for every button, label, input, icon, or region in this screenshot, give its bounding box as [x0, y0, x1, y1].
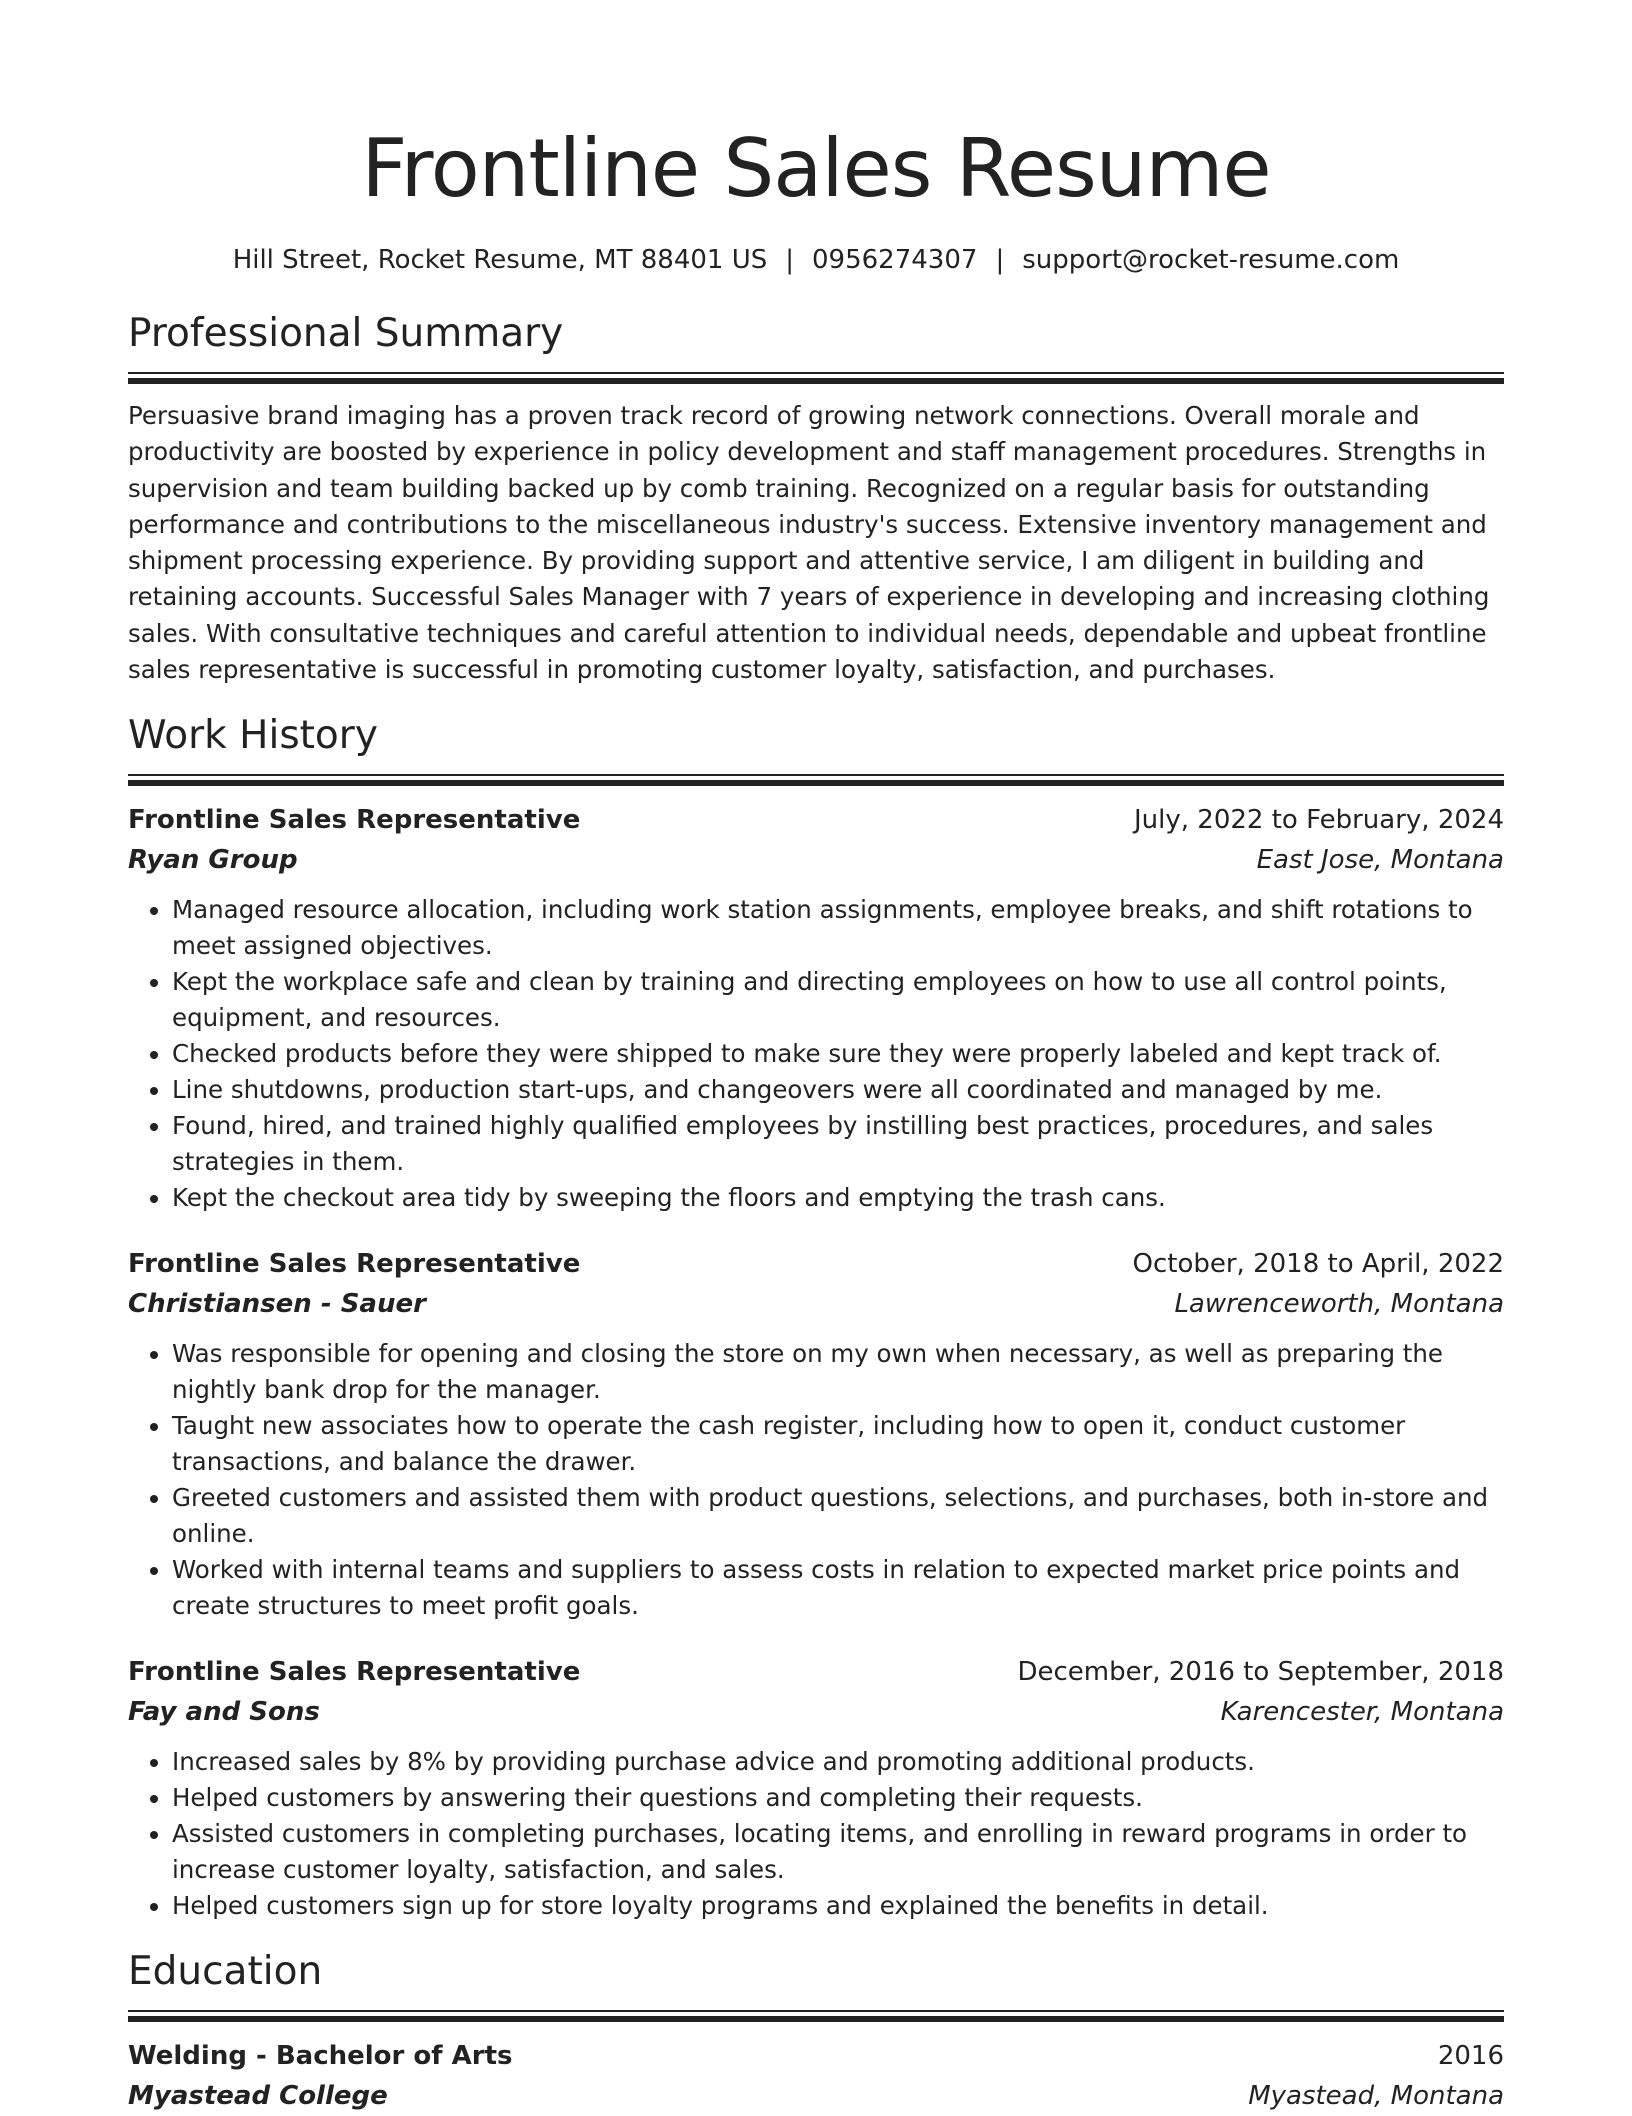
contact-line: [128, 242, 1504, 278]
contact-separator: |: [785, 245, 795, 275]
job-header-row: [128, 1244, 1504, 1284]
section-heading-work-history: Work History: [128, 713, 378, 759]
job-bullet: • Kept the checkout area tidy by sweeping the floors and emptying the trash cans.: [172, 1180, 1504, 1216]
education-entry: [128, 2036, 1504, 2116]
section-heading-summary: Professional Summary: [128, 311, 564, 356]
job-bullet: • Line shutdowns, production start-ups, and changeovers were all coordinated and managed by me.: [172, 1072, 1504, 1108]
job-bullet-list: [128, 1336, 1504, 1624]
job-bullet: • Taught new associates how to operate the cash register, including how to open it, conduct customer transactions, and balance the drawer.: [172, 1408, 1504, 1480]
job-entry: [128, 1244, 1504, 1624]
job-company: Ryan Group: [128, 845, 298, 876]
contact-phone: 0956274307: [812, 245, 978, 275]
summary-text: Persuasive brand imaging has a proven track record of growing network connections. Overall morale and productivity are boosted by experience in policy development and staff management procedures. Strengths in supervision and team building backed up by comb training. Recognized on a regular basis for outstanding performance and contributions to the miscellaneous industry's success. Extensive inventory management and shipment processing experience. By providing support and attentive service, I am diligent in building and retaining accounts. Successful Sales Manager with 7 years of experience in developing and increasing clothing sales. With consultative techniques and careful attention to individual needs, dependable and upbeat frontline sales representative is successful in promoting customer loyalty, satisfaction, and purchases.: [128, 401, 1490, 685]
job-bullet: • Assisted customers in completing purchases, locating items, and enrolling in reward programs in order to increase customer loyalty, satisfaction, and sales.: [172, 1816, 1504, 1888]
job-title: Frontline Sales Representative: [128, 1657, 581, 1688]
job-location: Lawrenceworth, Montana: [1174, 1289, 1504, 1320]
education-degree: Welding - Bachelor of Arts: [128, 2041, 513, 2072]
section-divider: [128, 372, 1504, 384]
job-bullet-list: [128, 1744, 1504, 1924]
job-location: East Jose, Montana: [1256, 845, 1504, 876]
job-bullet: • Greeted customers and assisted them with product questions, selections, and purchases, both in-store and online.: [172, 1480, 1504, 1552]
job-bullet: • Was responsible for opening and closing the store on my own when necessary, as well as preparing the nightly bank drop for the manager.: [172, 1336, 1504, 1408]
section-divider: [128, 2010, 1504, 2022]
education-school-row: [128, 2076, 1504, 2116]
job-bullet: • Helped customers by answering their questions and completing their requests.: [172, 1780, 1504, 1816]
resume-title: Frontline Sales Resume: [361, 122, 1271, 215]
job-entry: [128, 1652, 1504, 1924]
job-dates: October, 2018 to April, 2022: [1132, 1249, 1504, 1280]
education-header-row: [128, 2036, 1504, 2076]
work-history-section: [128, 710, 1504, 1924]
job-company-row: [128, 1284, 1504, 1324]
job-bullet: • Worked with internal teams and suppliers to assess costs in relation to expected market price points and create structures to meet profit goals.: [172, 1552, 1504, 1624]
job-bullet: • Checked products before they were shipped to make sure they were properly labeled and kept track of.: [172, 1036, 1504, 1072]
job-header-row: [128, 800, 1504, 840]
job-title: Frontline Sales Representative: [128, 1249, 581, 1280]
job-bullet: • Found, hired, and trained highly qualified employees by instilling best practices, procedures, and sales strategies in them.: [172, 1108, 1504, 1180]
contact-address: Hill Street, Rocket Resume, MT 88401 US: [232, 245, 768, 275]
contact-separator: |: [995, 245, 1005, 275]
job-company-row: [128, 840, 1504, 880]
education-school: Myastead College: [128, 2081, 388, 2112]
job-dates: December, 2016 to September, 2018: [1017, 1657, 1504, 1688]
section-heading-education: Education: [128, 1949, 323, 1995]
job-company-row: [128, 1692, 1504, 1732]
job-title: Frontline Sales Representative: [128, 805, 581, 836]
professional-summary-section: [128, 308, 1504, 688]
job-entry: [128, 800, 1504, 1216]
job-company: Fay and Sons: [128, 1697, 320, 1728]
education-section: [128, 1946, 1504, 2116]
job-header-row: [128, 1652, 1504, 1692]
section-divider: [128, 774, 1504, 786]
job-bullet: • Kept the workplace safe and clean by training and directing employees on how to use all control points, equipment, and resources.: [172, 964, 1504, 1036]
education-year: 2016: [1437, 2041, 1504, 2072]
contact-email: support@rocket-resume.com: [1022, 245, 1400, 275]
education-location: Myastead, Montana: [1248, 2081, 1504, 2112]
job-location: Karencester, Montana: [1220, 1697, 1504, 1728]
job-bullet-list: [128, 892, 1504, 1216]
job-bullet: • Helped customers sign up for store loyalty programs and explained the benefits in detail.: [172, 1888, 1504, 1924]
job-dates: July, 2022 to February, 2024: [1134, 805, 1504, 836]
job-bullet: • Increased sales by 8% by providing purchase advice and promoting additional products.: [172, 1744, 1504, 1780]
job-bullet: • Managed resource allocation, including work station assignments, employee breaks, and shift rotations to meet assigned objectives.: [172, 892, 1504, 964]
job-company: Christiansen - Sauer: [128, 1289, 426, 1320]
